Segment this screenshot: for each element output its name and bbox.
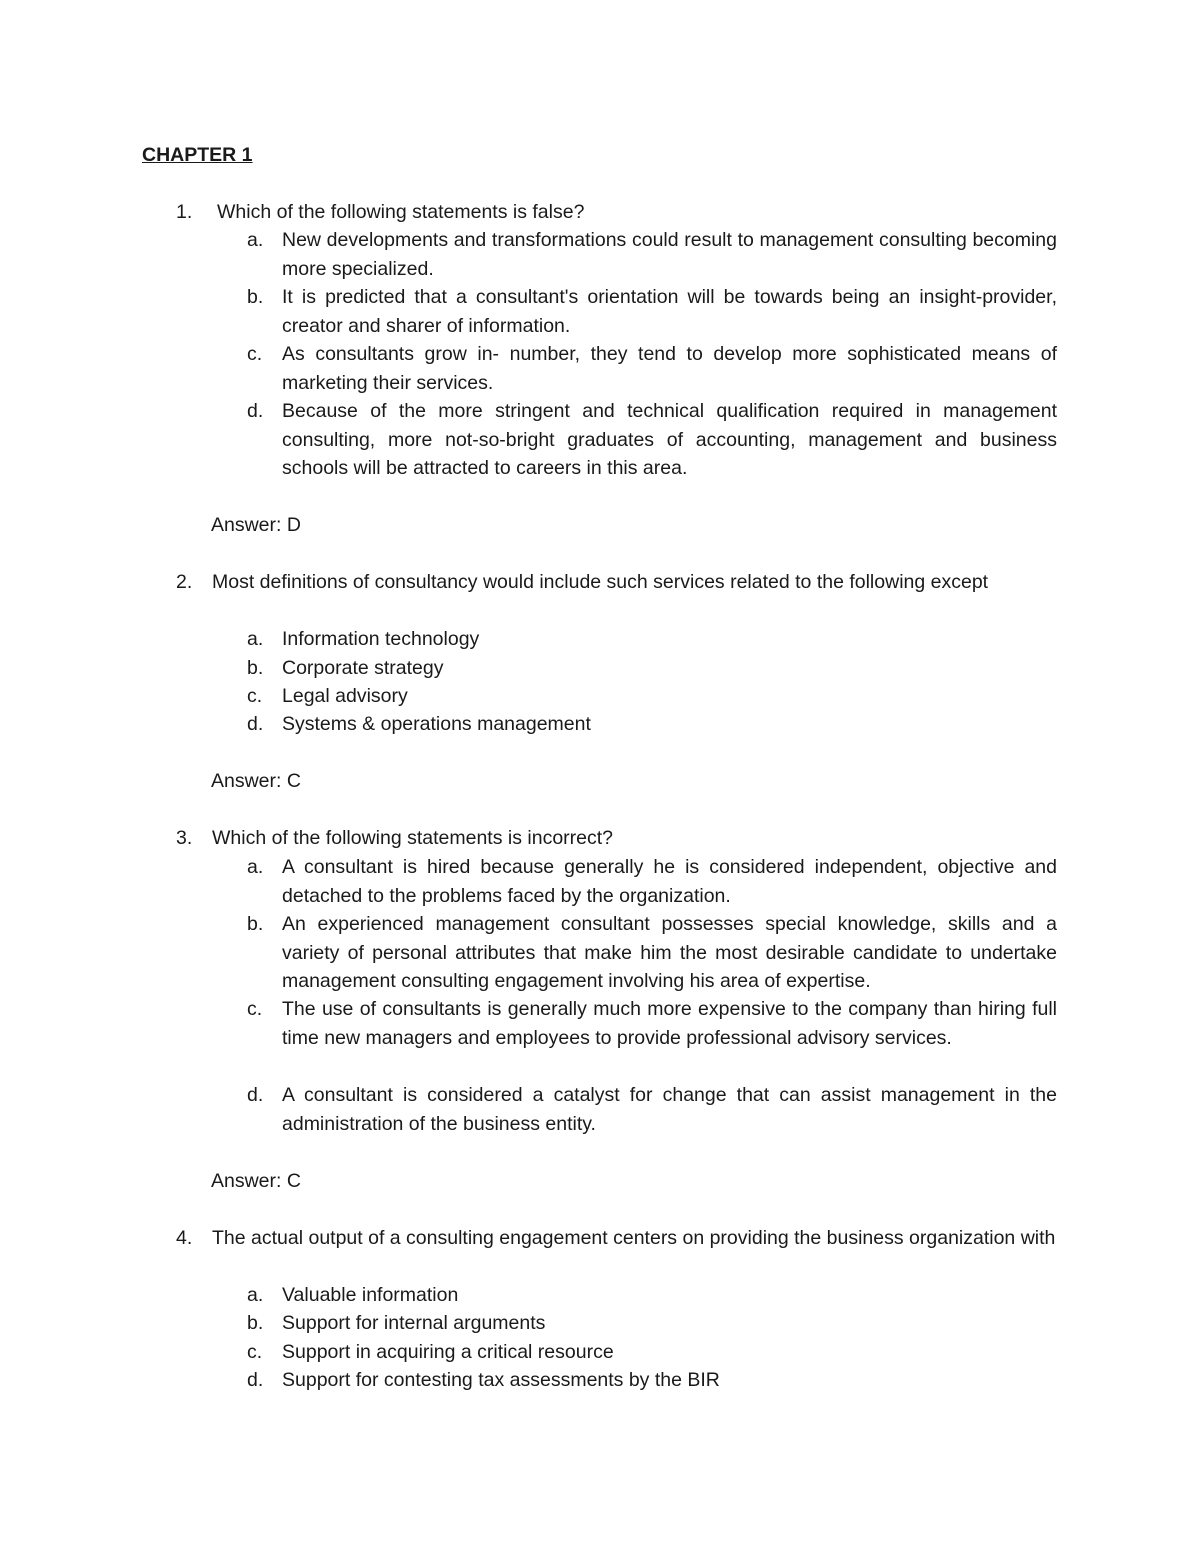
- answer-3: Answer: C: [211, 1170, 301, 1192]
- question-number: 4.: [176, 1227, 193, 1249]
- option-text: Legal advisory: [282, 685, 408, 707]
- option-text: A consultant is considered a catalyst for change that can assist management in the administration of the business entity.: [282, 1084, 1057, 1135]
- option-text: Systems & operations management: [282, 713, 591, 735]
- option-text: The use of consultants is generally much more expensive to the company than hiring full time new managers and employees to provide professional advisory services.: [282, 998, 1057, 1049]
- option-letter: b.: [247, 913, 264, 935]
- option-text: Support in acquiring a critical resource: [282, 1341, 614, 1363]
- option-text: As consultants grow in- number, they tend to develop more sophisticated means of marketing their services.: [282, 343, 1057, 394]
- answer-2: Answer: C: [211, 770, 301, 792]
- option-text: Corporate strategy: [282, 657, 444, 679]
- answer-1: Answer: D: [211, 514, 301, 536]
- option-letter: d.: [247, 1369, 264, 1391]
- option-text: Valuable information: [282, 1284, 459, 1306]
- question-number: 3.: [176, 827, 193, 849]
- option-text: Support for internal arguments: [282, 1312, 546, 1334]
- option-letter: c.: [247, 1341, 263, 1363]
- question-text: Most definitions of consultancy would include such services related to the following except: [212, 571, 989, 593]
- option-text: A consultant is hired because generally he is considered independent, objective and detached to the problems faced by the organization.: [282, 856, 1057, 907]
- question-number: 1.: [176, 201, 193, 223]
- question-text: Which of the following statements is false?: [217, 201, 585, 223]
- option-letter: b.: [247, 657, 264, 679]
- option-letter: d.: [247, 1084, 264, 1106]
- question-text: Which of the following statements is incorrect?: [212, 827, 614, 849]
- option-text: Information technology: [282, 628, 480, 650]
- option-letter: a.: [247, 1284, 264, 1306]
- option-letter: b.: [247, 286, 264, 308]
- option-letter: c.: [247, 685, 263, 707]
- option-text: Support for contesting tax assessments by the BIR: [282, 1369, 720, 1391]
- option-letter: c.: [247, 343, 263, 365]
- question-text: The actual output of a consulting engagement centers on providing the business organization with: [212, 1227, 1056, 1249]
- option-letter: b.: [247, 1312, 264, 1334]
- question-number: 2.: [176, 571, 193, 593]
- option-letter: a.: [247, 628, 264, 650]
- option-letter: a.: [247, 856, 264, 878]
- option-text: An experienced management consultant possesses special knowledge, skills and a variety of personal attributes that make him the most desirable candidate to undertake management consulting engagement involving his area of expertise.: [282, 913, 1057, 993]
- option-letter: c.: [247, 998, 263, 1020]
- option-letter: d.: [247, 400, 264, 422]
- chapter-title: CHAPTER 1: [142, 144, 253, 166]
- option-text: It is predicted that a consultant's orientation will be towards being an insight-provider, creator and sharer of information.: [282, 286, 1057, 337]
- option-letter: a.: [247, 229, 264, 251]
- option-letter: d.: [247, 713, 264, 735]
- option-text: Because of the more stringent and technical qualification required in management consulting, more not-so-bright graduates of accounting, management and business schools will be attracted to careers in this area.: [282, 400, 1057, 480]
- option-text: New developments and transformations could result to management consulting becoming more specialized.: [282, 229, 1057, 280]
